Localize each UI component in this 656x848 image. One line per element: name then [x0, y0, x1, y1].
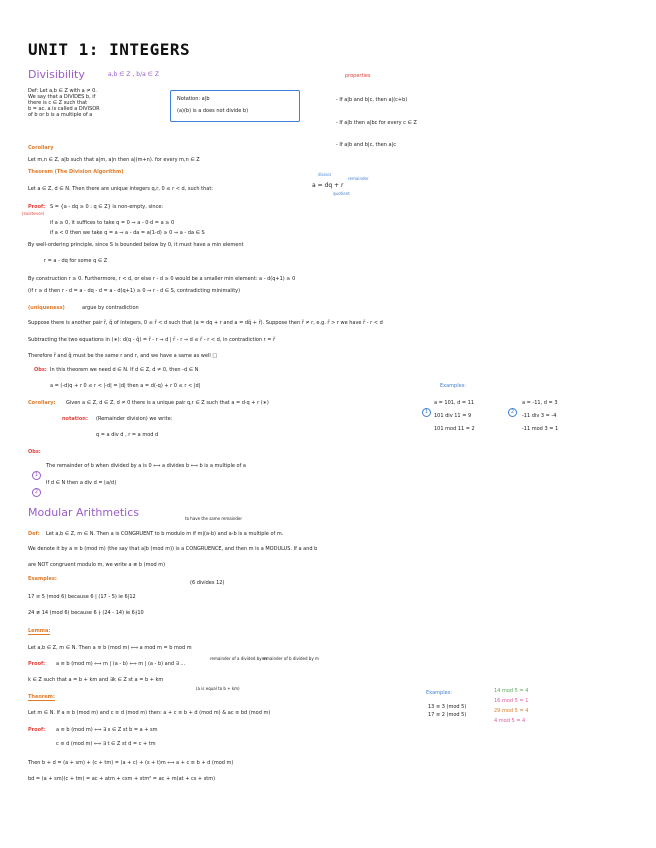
page-title: UNIT 1: INTEGERS — [28, 40, 191, 59]
def-line: b = ac. a is called a DIVISOR — [28, 106, 100, 112]
proof-line: if a ≥ 0, it suffices to take q = 0 ⇒ a - 0·d = a ≥ 0 — [50, 220, 175, 226]
formula-annotation-quotient: quotient — [333, 191, 350, 196]
theorem2-proof-line: c ≡ d (mod m) ⟺ ∃ t ∈ Z st d = c + tm — [56, 741, 156, 747]
obs-label: Obs: — [34, 367, 47, 373]
notation-box — [170, 90, 300, 122]
obs2-item: The remainder of b when divided by a is 0 ⟺ a divides b ⟺ b is a multiple of a — [46, 463, 246, 469]
lemma-sub-1: remainder of a divided by m — [210, 656, 267, 661]
uniqueness-text: argue by contradiction — [82, 305, 139, 311]
example-2-number — [508, 398, 517, 417]
obs-line: a = (-d)q + r 0 ≤ r < |-d| = |d| then a = d(-q) + r 0 ≤ r < |d| — [50, 383, 201, 389]
example-line: 16 mod 5 = 1 — [494, 698, 529, 704]
example-line: a = -11, d = 3 — [522, 400, 558, 406]
def-line: Def: Let a,b ∈ Z with a ≠ 0. — [28, 88, 97, 94]
modular-example-note: (6 divides 12) — [190, 580, 225, 586]
proof-line: if a < 0 then we take q = a ⇒ a - da = a(1-d) ≥ 0 ⇒ a - da ∈ S — [50, 230, 205, 236]
example-number: 1 — [422, 408, 431, 417]
example-line: 17 ≡ 2 (mod 5) — [428, 712, 467, 718]
uniqueness-label: (uniqueness) — [28, 305, 65, 311]
uniqueness-line: Suppose there is another pair r̃, q̃ of integers, 0 ≤ r̃ < d such that (a = dq + r and a = dq̃ + r̃). Suppose then r̃ ≠ r, e.g. r̃ > r we have r̃ - r < d — [28, 320, 383, 326]
theorem-text: Let a ∈ Z, d ∈ N. Then there are unique integers q,r, 0 ≤ r < d, such that: — [28, 186, 213, 192]
properties-heading: properties — [345, 73, 371, 79]
example-line: a = 101, d = 11 — [434, 400, 475, 406]
notation-text: (Remainder division) we write: — [96, 416, 173, 422]
definition-text — [28, 88, 100, 118]
division-formula: a = dq + r — [312, 182, 344, 189]
def-line: there is c ∈ Z such that — [28, 100, 88, 106]
obs2-label: Obs: — [28, 449, 41, 455]
formula-annotation-divisor: divisor — [318, 172, 332, 177]
modular-def-label: Def: — [28, 531, 40, 537]
theorem2-label: Theorem: — [28, 694, 55, 700]
example-line: 101 mod 11 = 2 — [434, 426, 475, 432]
notation-title: Notation: a|b — [177, 96, 210, 102]
lemma-proof-text: a ≡ b (mod m) ⟺ m | (a - b) ⟺ m | (a - b) and ∃ ... — [56, 661, 186, 667]
proof-line: r = a - dq for some q ∈ Z — [44, 258, 108, 264]
theorem2-proof-label: Proof: — [28, 727, 46, 733]
obs2-item: If d ∈ N then a div d = ⌊a/d⌋ — [46, 480, 116, 486]
modular-def-line: are NOT congruent modulo m, we write a ≢ b (mod m) — [28, 562, 166, 568]
obs-number: 2 — [32, 488, 41, 497]
proof-line: (if r ≥ d then r - d = a - dq - d = a - d(q+1) ≥ 0 ⇒ r - d ∈ S, contradicting minimality) — [28, 288, 241, 294]
def-line: of b or b is a multiple of a — [28, 112, 93, 118]
uniqueness-line: Subtracting the two equations in (∗): d(q - q̃) = r̃ - r ⇒ d | r̃ - r ⇒ d ≤ r̃ - r < d, in contradiction r = r̃ — [28, 337, 276, 343]
obs-line: In this theorem we need d ∈ N. If d ∈ Z, d ≠ 0, then -d ∈ N — [50, 367, 199, 373]
uniqueness-line: Therefore r̃ and q̃ must be the same r and r, and we have a same as well □ — [28, 353, 218, 359]
property-1: - If a|b and b|c, then a|(c+b) — [336, 97, 408, 103]
proof-label: Proof: — [28, 204, 46, 210]
example-line: 4 mod 5 = 4 — [494, 718, 526, 724]
example-1 — [434, 400, 475, 432]
existence-label: (existence) — [22, 211, 45, 216]
example-line: -11 div 3 = -4 — [522, 413, 557, 419]
modular-def-line: We denote it by a ≡ b (mod m) (the say that a|b (mod m)) is a CONGRUENCE, and then m is a MODULUS. If a and b — [28, 546, 318, 552]
def-line: We say that a DIVIDES b, if — [28, 94, 96, 100]
theorem2-proof-line: bd = (a + sm)(c + tm) = ac + atm + csm + stm² = ac + m(at + cs + stm) — [28, 776, 216, 782]
theorem2-text: Let m ∈ N. If a ≡ b (mod m) and c ≡ d (mod m) then: a + c ≡ b + d (mod m) & ac ≡ bd (mod m) — [28, 710, 271, 716]
modular-example-line: 24 ≢ 14 (mod 6) because 6 ∤ (24 - 14) ie 6∤10 — [28, 610, 144, 616]
modular-heading: Modular Arithmetics — [28, 506, 140, 519]
lemma-proof-line: k ∈ Z such that a = b + km and ∃k ∈ Z st a = b + km — [28, 677, 164, 683]
divisibility-sets: a,b ∈ Z , b/a ∈ Z — [108, 71, 159, 78]
example-1-number — [422, 398, 431, 417]
theorem2-examples-heading: Examples: — [426, 690, 452, 696]
example-line: -11 mod 3 = 1 — [522, 426, 559, 432]
lemma-proof-label: Proof: — [28, 661, 46, 667]
obs-number: 1 — [32, 471, 41, 480]
theorem2-proof-line: Then b + d = (a + sm) + (c + tm) = (a + c) + (s + t)m ⟺ a + c ≡ b + d (mod m) — [28, 760, 234, 766]
proof-line: S = {a - dq ≥ 0 : q ∈ Z} is non-empty, since: — [50, 204, 164, 210]
example-line: 14 mod 5 = 4 — [494, 688, 529, 694]
example-2 — [522, 400, 558, 432]
modular-examples-heading: Examples: — [28, 576, 57, 582]
corollary2-text: Given a ∈ Z, d ∈ Z, d ≠ 0 there is a unique pair q,r ∈ Z such that a = d·q + r (∗) — [66, 400, 269, 406]
property-2: - If a|b then a|bc for every c ∈ Z — [336, 120, 417, 126]
theorem2-example-right — [494, 688, 528, 724]
proof-line: By well-ordering principle, since S is bounded below by 0, it must have a min element — [28, 242, 244, 248]
theorem2-proof-line: a ≡ b (mod m) ⟺ ∃ s ∈ Z st b = a + sm — [56, 727, 158, 733]
notation-label: notation: — [62, 416, 88, 422]
lemma-text: Let a,b ∈ Z, m ∈ N. Then a ≡ b (mod m) ⟺ a mod m = b mod m — [28, 645, 192, 651]
proof-line: By construction r ≥ 0. Furthermore, r < d, or else r - d ≥ 0 would be a smaller min element: a - d(q+1) ≥ 0 — [28, 276, 296, 282]
lemma-proof-sub: (a is equal to b + km) — [196, 686, 240, 691]
modular-example-line: 17 ≡ 5 (mod 6) because 6 | (17 - 5) ie 6|12 — [28, 594, 136, 600]
corollary2-label: Corollary: — [28, 400, 56, 406]
lemma-sub-2: remainder of b divided by m — [262, 656, 319, 661]
example-line: 13 ≡ 3 (mod 5) — [428, 704, 467, 710]
theorem2-example-left — [428, 704, 466, 718]
corollary-label: Corollary — [28, 145, 54, 151]
example-number: 2 — [508, 408, 517, 417]
theorem-label: Theorem (The Division Algorithm) — [28, 169, 124, 175]
example-line: 29 mod 5 = 4 — [494, 708, 529, 714]
examples-heading: Examples: — [440, 383, 466, 389]
corollary-text: Let m,n ∈ Z, a|b such that a|m, a|n then a|(m+n). for every m,n ∈ Z — [28, 157, 200, 163]
formula-annotation-remainder: remainder — [348, 176, 369, 181]
property-3: - If a|b and b|c, then a|c — [336, 142, 396, 148]
notation-body: (a)(b) is a does not divide b) — [177, 108, 249, 114]
lemma-label: Lemma: — [28, 628, 51, 634]
modular-def-line: Let a,b ∈ Z, m ∈ N. Then a is CONGRUENT to b modulo m if m|(a-b) and a-b is a multiple of m. — [46, 531, 284, 537]
obs2-item-2-number — [32, 478, 41, 497]
notation-formula: q = a div d , r = a mod d — [96, 432, 159, 438]
example-line: 101 div 11 = 9 — [434, 413, 472, 419]
divisibility-heading: Divisibility — [28, 68, 85, 81]
modular-annotation: to have the same remainder — [185, 516, 243, 521]
